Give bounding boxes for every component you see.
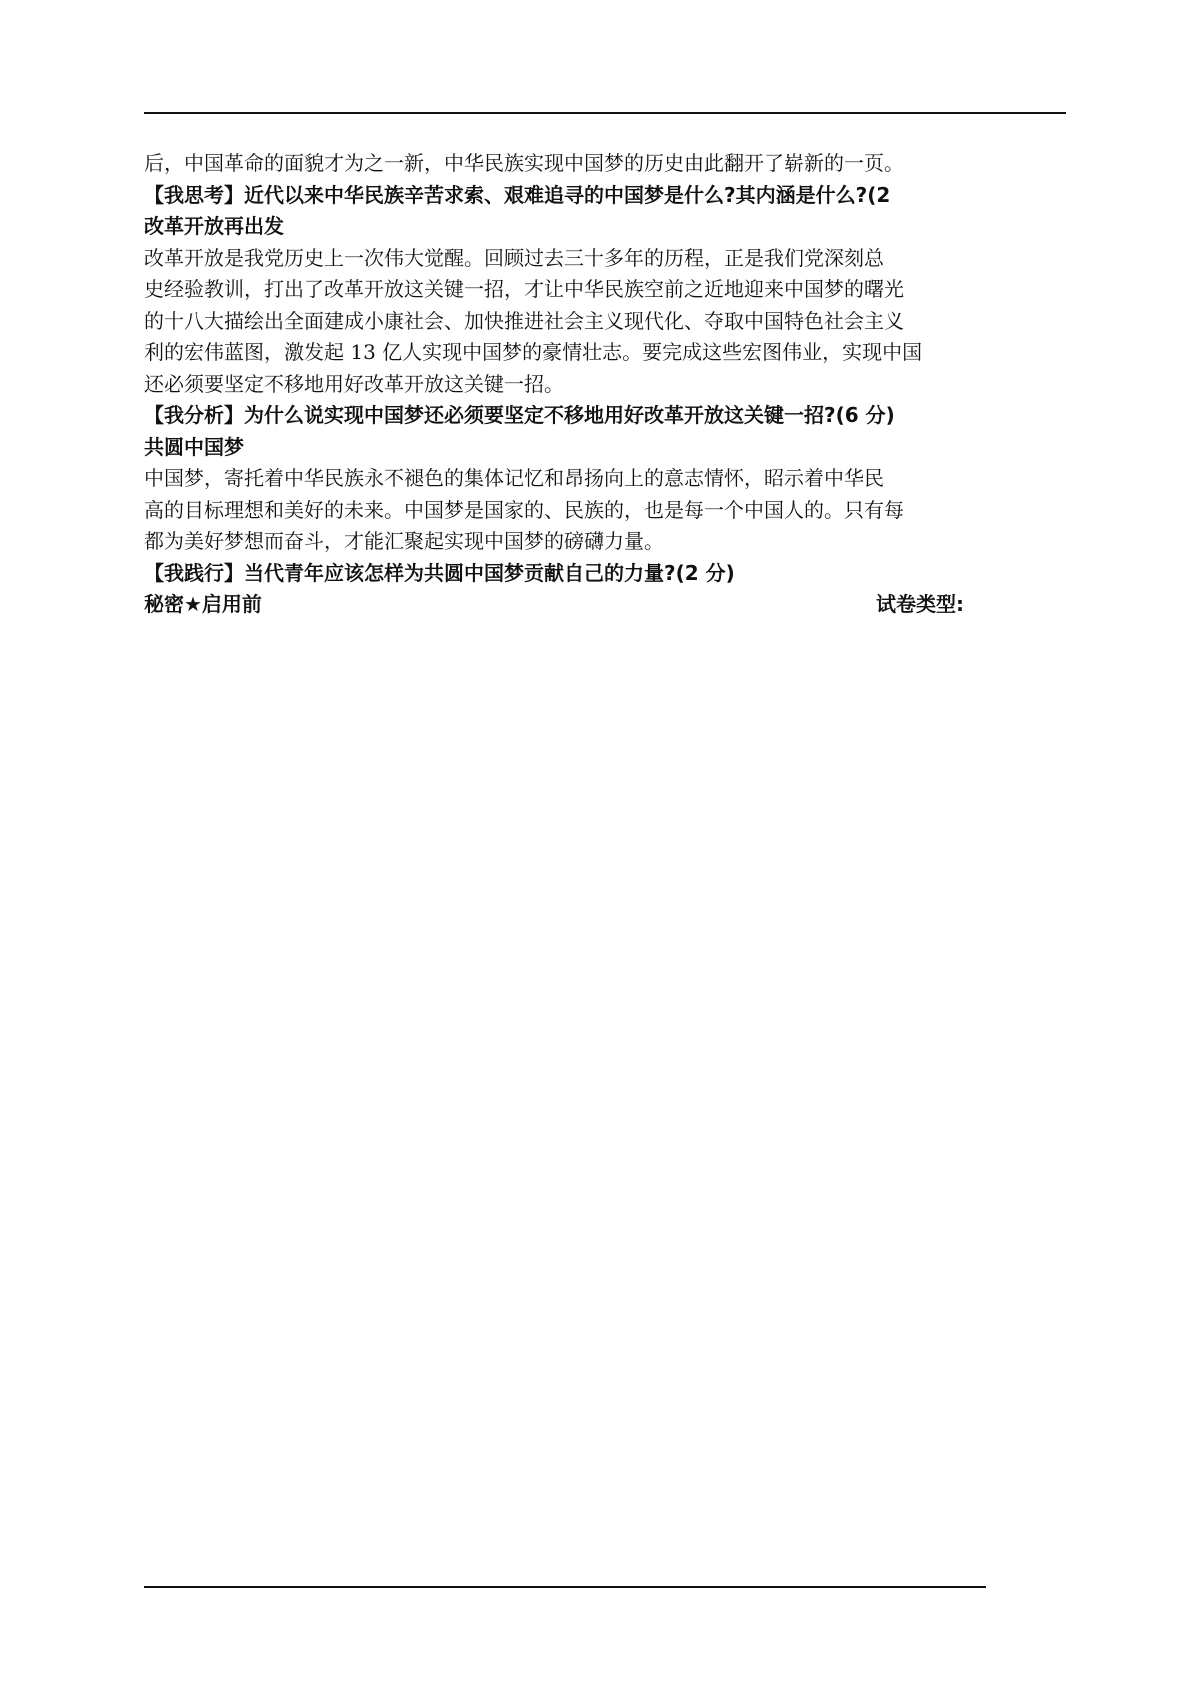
confidential-label: 秘密★启用前: [144, 592, 262, 616]
paragraph-line: 中国梦，寄托着中华民族永不褪色的集体记忆和昂扬向上的意志情怀，昭示着中华民: [144, 466, 884, 490]
question-practice: 【我践行】当代青年应该怎样为共圆中国梦贡献自己的力量?(2 分): [144, 560, 735, 585]
section-heading-reform: 改革开放再出发: [144, 214, 284, 238]
paragraph-line: 改革开放是我党历史上一次伟大觉醒。回顾过去三十多年的历程，正是我们党深刻总: [144, 245, 884, 270]
question-analyze: 【我分析】为什么说实现中国梦还必须要坚定不移地用好改革开放这关键一招?(6 分): [144, 403, 895, 427]
exam-header-row: [144, 589, 964, 621]
document-body: [144, 148, 974, 621]
top-rule: [144, 112, 1066, 114]
paragraph-line: 高的目标理想和美好的未来。中国梦是国家的、民族的，也是每一个中国人的。只有每: [144, 497, 904, 522]
paragraph-line: 的十八大描绘出全面建成小康社会、加快推进社会主义现代化、夺取中国特色社会主义: [144, 308, 904, 333]
paragraph-line: 还必须要坚定不移地用好改革开放这关键一招。: [144, 371, 564, 396]
section-heading-dream: 共圆中国梦: [144, 434, 244, 459]
paragraph-line: 利的宏伟蓝图，激发起 13 亿人实现中国梦的豪情壮志。要完成这些宏图伟业，实现中国: [144, 340, 923, 364]
question-think: 【我思考】近代以来中华民族辛苦求索、艰难追寻的中国梦是什么?其内涵是什么?(2: [144, 182, 891, 207]
exam-type-label: 试卷类型:: [876, 592, 964, 616]
paragraph-line: 史经验教训，打出了改革开放这关键一招，才让中华民族空前之近地迎来中国梦的曙光: [144, 277, 904, 301]
paragraph-line: 后，中国革命的面貌才为之一新，中华民族实现中国梦的历史由此翻开了崭新的一页。: [144, 151, 904, 175]
paragraph-line: 都为美好梦想而奋斗，才能汇聚起实现中国梦的磅礴力量。: [144, 529, 664, 553]
bottom-rule: [144, 1586, 986, 1588]
